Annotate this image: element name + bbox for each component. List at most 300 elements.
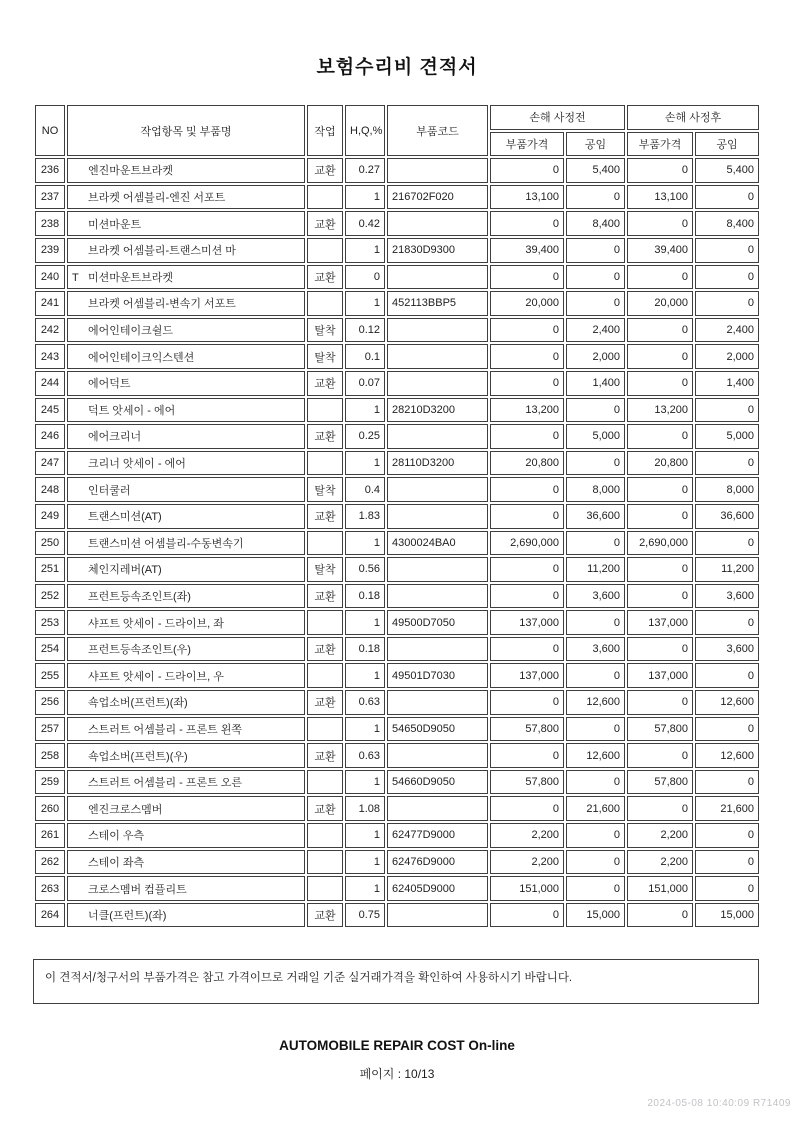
- row-part-price-before: 137,000: [490, 610, 564, 635]
- row-part-price-after: 2,200: [627, 850, 693, 875]
- row-labor-before: 5,000: [566, 424, 625, 449]
- row-labor-after: 0: [695, 850, 759, 875]
- row-hq-value: 0.12: [345, 318, 385, 343]
- row-part-price-after: 13,200: [627, 398, 693, 423]
- row-name-text: 스트러트 어셈블리 - 프론트 왼쪽: [88, 723, 243, 736]
- row-hq-value: 0.4: [345, 477, 385, 502]
- row-part-price-before: 0: [490, 743, 564, 768]
- header-labor-after: 공임: [695, 132, 759, 157]
- row-item-name: [67, 344, 305, 369]
- table-row: [35, 876, 759, 901]
- table-row: [35, 690, 759, 715]
- row-labor-after: 5,000: [695, 424, 759, 449]
- row-name-text: 트랜스미션(AT): [88, 511, 162, 524]
- row-part-price-after: 0: [627, 903, 693, 928]
- table-row: [35, 531, 759, 556]
- row-item-name: [67, 424, 305, 449]
- row-labor-after: 12,600: [695, 690, 759, 715]
- row-part-price-after: 0: [627, 265, 693, 290]
- row-no: 241: [35, 291, 65, 316]
- row-labor-before: 0: [566, 451, 625, 476]
- row-part-price-after: 151,000: [627, 876, 693, 901]
- row-part-price-after: 20,800: [627, 451, 693, 476]
- row-hq-value: 0.25: [345, 424, 385, 449]
- table-row: [35, 344, 759, 369]
- row-work-type: 교환: [307, 504, 343, 529]
- row-labor-before: 0: [566, 531, 625, 556]
- row-labor-after: 0: [695, 876, 759, 901]
- row-labor-after: 0: [695, 291, 759, 316]
- row-hq-value: 0.18: [345, 584, 385, 609]
- row-no: 252: [35, 584, 65, 609]
- row-labor-after: 0: [695, 265, 759, 290]
- row-item-name: [67, 371, 305, 396]
- row-work-type: [307, 663, 343, 688]
- row-labor-after: 0: [695, 531, 759, 556]
- row-item-name: [67, 876, 305, 901]
- row-work-type: 교환: [307, 424, 343, 449]
- row-name-text: 덕트 앗세이 - 에어: [88, 404, 176, 417]
- row-hq-value: 0: [345, 265, 385, 290]
- row-part-price-before: 57,800: [490, 770, 564, 795]
- row-labor-before: 0: [566, 238, 625, 263]
- row-work-type: 교환: [307, 796, 343, 821]
- row-work-type: 교환: [307, 211, 343, 236]
- row-part-price-after: 0: [627, 344, 693, 369]
- page-number: 페이지 : 10/13: [359, 1067, 435, 1081]
- row-part-price-after: 137,000: [627, 663, 693, 688]
- row-item-name: [67, 637, 305, 662]
- row-no: 237: [35, 185, 65, 210]
- row-part-code: [387, 743, 488, 768]
- row-part-price-before: 2,200: [490, 823, 564, 848]
- row-work-type: [307, 610, 343, 635]
- row-labor-before: 0: [566, 185, 625, 210]
- row-hq-value: 0.07: [345, 371, 385, 396]
- row-part-price-after: 57,800: [627, 717, 693, 742]
- row-part-price-after: 57,800: [627, 770, 693, 795]
- row-part-price-after: 0: [627, 504, 693, 529]
- row-labor-before: 11,200: [566, 557, 625, 582]
- row-part-code: [387, 477, 488, 502]
- row-labor-before: 0: [566, 850, 625, 875]
- row-labor-before: 0: [566, 717, 625, 742]
- row-hq-value: 1: [345, 823, 385, 848]
- table-row: [35, 424, 759, 449]
- row-no: 247: [35, 451, 65, 476]
- row-labor-before: 3,600: [566, 584, 625, 609]
- row-item-name: [67, 291, 305, 316]
- row-labor-before: 5,400: [566, 158, 625, 183]
- row-hq-value: 1: [345, 876, 385, 901]
- row-no: 251: [35, 557, 65, 582]
- row-work-type: [307, 185, 343, 210]
- row-no: 262: [35, 850, 65, 875]
- row-hq-value: 0.75: [345, 903, 385, 928]
- row-work-type: [307, 850, 343, 875]
- row-work-type: 탈착: [307, 557, 343, 582]
- table-body: [35, 158, 759, 927]
- row-work-type: 교환: [307, 265, 343, 290]
- row-prefix: T: [72, 271, 79, 284]
- row-item-name: [67, 185, 305, 210]
- row-part-price-before: 39,400: [490, 238, 564, 263]
- row-work-type: 교환: [307, 637, 343, 662]
- row-part-price-before: 20,000: [490, 291, 564, 316]
- row-no: 257: [35, 717, 65, 742]
- table-row: [35, 185, 759, 210]
- timestamp-watermark: 2024-05-08 10:40:09 R71409: [647, 1098, 791, 1109]
- row-part-price-after: 0: [627, 424, 693, 449]
- row-work-type: 탈착: [307, 477, 343, 502]
- row-no: 256: [35, 690, 65, 715]
- row-labor-before: 2,000: [566, 344, 625, 369]
- row-item-name: [67, 823, 305, 848]
- row-labor-after: 11,200: [695, 557, 759, 582]
- row-work-type: 교환: [307, 158, 343, 183]
- row-item-name: [67, 211, 305, 236]
- row-part-price-before: 0: [490, 637, 564, 662]
- table-row: [35, 211, 759, 236]
- row-labor-before: 0: [566, 770, 625, 795]
- row-labor-after: 1,400: [695, 371, 759, 396]
- row-labor-before: 0: [566, 876, 625, 901]
- row-item-name: [67, 850, 305, 875]
- row-part-price-after: 39,400: [627, 238, 693, 263]
- row-labor-before: 12,600: [566, 690, 625, 715]
- row-part-code: [387, 584, 488, 609]
- row-name-text: 에어크리너: [88, 431, 142, 444]
- row-part-code: [387, 690, 488, 715]
- table-row: [35, 823, 759, 848]
- row-no: 264: [35, 903, 65, 928]
- row-item-name: [67, 318, 305, 343]
- row-labor-after: 2,400: [695, 318, 759, 343]
- row-part-price-before: 151,000: [490, 876, 564, 901]
- row-item-name: [67, 238, 305, 263]
- row-hq-value: 0.1: [345, 344, 385, 369]
- row-part-code: [387, 265, 488, 290]
- row-name-text: 샤프트 앗세이 - 드라이브, 우: [88, 670, 224, 683]
- row-name-text: 쇽업소버(프런트)(우): [88, 750, 188, 763]
- row-part-code: 54650D9050: [387, 717, 488, 742]
- row-part-price-before: 0: [490, 265, 564, 290]
- row-work-type: [307, 238, 343, 263]
- row-name-text: 에어인테이크쉴드: [88, 325, 174, 338]
- row-hq-value: 1: [345, 238, 385, 263]
- row-name-text: 트랜스미션 어셈블리-수동변속기: [88, 537, 244, 550]
- row-name-text: 에어인테이크익스텐션: [88, 351, 195, 364]
- row-hq-value: 1: [345, 850, 385, 875]
- row-part-price-after: 2,200: [627, 823, 693, 848]
- table-row: [35, 158, 759, 183]
- row-part-price-before: 20,800: [490, 451, 564, 476]
- row-item-name: [67, 158, 305, 183]
- row-work-type: [307, 876, 343, 901]
- row-part-price-after: 137,000: [627, 610, 693, 635]
- row-work-type: [307, 717, 343, 742]
- table-row: [35, 371, 759, 396]
- row-part-code: 62477D9000: [387, 823, 488, 848]
- row-part-price-after: 0: [627, 690, 693, 715]
- row-part-code: 4300024BA0: [387, 531, 488, 556]
- notice-box: [33, 959, 759, 1004]
- row-hq-value: 1: [345, 663, 385, 688]
- row-item-name: [67, 477, 305, 502]
- row-name-text: 크로스멤버 컴플리트: [88, 883, 187, 896]
- row-name-text: 에어덕트: [88, 378, 131, 391]
- table-row: [35, 584, 759, 609]
- row-part-code: 452113BBP5: [387, 291, 488, 316]
- header-no: NO: [35, 105, 65, 156]
- table-row: [35, 318, 759, 343]
- row-labor-after: 0: [695, 823, 759, 848]
- row-item-name: [67, 903, 305, 928]
- row-part-price-after: 0: [627, 211, 693, 236]
- row-labor-before: 21,600: [566, 796, 625, 821]
- row-item-name: [67, 690, 305, 715]
- row-part-code: 62405D9000: [387, 876, 488, 901]
- row-hq-value: 1: [345, 185, 385, 210]
- row-item-name: [67, 610, 305, 635]
- row-item-name: [67, 531, 305, 556]
- row-part-code: [387, 344, 488, 369]
- row-name-text: 크리너 앗세이 - 에어: [88, 458, 186, 471]
- row-no: 258: [35, 743, 65, 768]
- row-name-text: 체인지레버(AT): [88, 564, 162, 577]
- row-part-code: [387, 796, 488, 821]
- row-part-price-before: 0: [490, 344, 564, 369]
- row-work-type: [307, 770, 343, 795]
- row-no: 253: [35, 610, 65, 635]
- table-row: [35, 610, 759, 635]
- row-no: 242: [35, 318, 65, 343]
- row-work-type: 탈착: [307, 344, 343, 369]
- row-part-price-before: 0: [490, 371, 564, 396]
- row-part-code: [387, 211, 488, 236]
- row-part-price-before: 0: [490, 211, 564, 236]
- row-part-code: [387, 424, 488, 449]
- row-labor-after: 0: [695, 663, 759, 688]
- row-name-text: 엔진마운트브라켓: [88, 165, 174, 178]
- row-part-price-after: 0: [627, 158, 693, 183]
- row-part-code: 21830D9300: [387, 238, 488, 263]
- row-part-price-before: 0: [490, 584, 564, 609]
- row-name-text: 프런트등속조인트(좌): [88, 590, 191, 603]
- table-row: [35, 291, 759, 316]
- row-hq-value: 0.18: [345, 637, 385, 662]
- row-part-code: 62476D9000: [387, 850, 488, 875]
- row-part-price-after: 0: [627, 371, 693, 396]
- row-hq-value: 1.08: [345, 796, 385, 821]
- row-name-text: 쇽업소버(프런트)(좌): [88, 697, 188, 710]
- row-labor-after: 3,600: [695, 637, 759, 662]
- row-name-text: 스테이 우측: [88, 830, 145, 843]
- row-part-price-before: 0: [490, 557, 564, 582]
- row-part-price-after: 0: [627, 477, 693, 502]
- row-part-price-before: 0: [490, 690, 564, 715]
- row-no: 243: [35, 344, 65, 369]
- row-name-text: 너클(프런트)(좌): [88, 910, 167, 923]
- row-item-name: [67, 265, 305, 290]
- row-item-name: [67, 717, 305, 742]
- row-no: 249: [35, 504, 65, 529]
- row-no: 248: [35, 477, 65, 502]
- row-part-code: [387, 637, 488, 662]
- row-hq-value: 1: [345, 291, 385, 316]
- table-row: [35, 796, 759, 821]
- row-work-type: 교환: [307, 371, 343, 396]
- row-work-type: [307, 823, 343, 848]
- row-name-text: 스트러트 어셈블리 - 프론트 오른: [88, 777, 243, 790]
- row-labor-after: 2,000: [695, 344, 759, 369]
- table-row: [35, 663, 759, 688]
- row-part-code: 49500D7050: [387, 610, 488, 635]
- table-row: [35, 850, 759, 875]
- row-labor-before: 36,600: [566, 504, 625, 529]
- row-item-name: [67, 398, 305, 423]
- row-part-price-after: 0: [627, 557, 693, 582]
- header-labor-before: 공임: [566, 132, 625, 157]
- row-labor-before: 0: [566, 823, 625, 848]
- row-labor-after: 0: [695, 717, 759, 742]
- header-item-name: 작업항목 및 부품명: [67, 105, 305, 156]
- row-labor-before: 12,600: [566, 743, 625, 768]
- row-name-text: 스테이 좌측: [88, 856, 145, 869]
- row-name-text: 브라켓 어셈블리-트랜스미션 마: [88, 245, 236, 258]
- row-labor-after: 21,600: [695, 796, 759, 821]
- row-part-price-before: 0: [490, 504, 564, 529]
- row-no: 259: [35, 770, 65, 795]
- row-hq-value: 1: [345, 398, 385, 423]
- row-labor-before: 8,000: [566, 477, 625, 502]
- row-no: 263: [35, 876, 65, 901]
- row-work-type: 교환: [307, 690, 343, 715]
- row-part-price-before: 57,800: [490, 717, 564, 742]
- row-hq-value: 1: [345, 610, 385, 635]
- header-hq: H,Q,%: [345, 105, 385, 156]
- table-row: [35, 504, 759, 529]
- row-part-price-before: 2,690,000: [490, 531, 564, 556]
- row-work-type: [307, 291, 343, 316]
- row-work-type: [307, 531, 343, 556]
- row-labor-before: 0: [566, 663, 625, 688]
- row-hq-value: 0.27: [345, 158, 385, 183]
- header-part-price-after: 부품가격: [627, 132, 693, 157]
- row-part-code: 49501D7030: [387, 663, 488, 688]
- row-hq-value: 0.42: [345, 211, 385, 236]
- row-labor-after: 5,400: [695, 158, 759, 183]
- header-part-price-before: 부품가격: [490, 132, 564, 157]
- row-name-text: 프런트등속조인트(우): [88, 644, 191, 657]
- row-hq-value: 0.63: [345, 743, 385, 768]
- row-labor-after: 36,600: [695, 504, 759, 529]
- row-hq-value: 1: [345, 451, 385, 476]
- row-labor-after: 15,000: [695, 903, 759, 928]
- row-work-type: 교환: [307, 584, 343, 609]
- row-part-price-after: 13,100: [627, 185, 693, 210]
- row-labor-after: 8,000: [695, 477, 759, 502]
- row-part-code: [387, 504, 488, 529]
- row-labor-before: 3,600: [566, 637, 625, 662]
- header-work: 작업: [307, 105, 343, 156]
- row-item-name: [67, 557, 305, 582]
- row-name-text: 브라켓 어셈블리-엔진 서포트: [88, 192, 226, 205]
- table-row: [35, 770, 759, 795]
- row-name-text: 미션마운트: [88, 218, 142, 231]
- row-hq-value: 1.83: [345, 504, 385, 529]
- row-part-price-before: 0: [490, 424, 564, 449]
- row-part-price-before: 2,200: [490, 850, 564, 875]
- row-no: 238: [35, 211, 65, 236]
- row-part-price-before: 13,200: [490, 398, 564, 423]
- row-labor-after: 8,400: [695, 211, 759, 236]
- row-labor-after: 0: [695, 770, 759, 795]
- row-labor-after: 0: [695, 185, 759, 210]
- row-work-type: 탈착: [307, 318, 343, 343]
- row-part-code: 54660D9050: [387, 770, 488, 795]
- row-part-code: 28110D3200: [387, 451, 488, 476]
- row-no: 244: [35, 371, 65, 396]
- row-part-code: [387, 371, 488, 396]
- row-no: 260: [35, 796, 65, 821]
- row-no: 261: [35, 823, 65, 848]
- row-labor-before: 0: [566, 610, 625, 635]
- row-part-price-before: 137,000: [490, 663, 564, 688]
- row-item-name: [67, 663, 305, 688]
- row-labor-before: 2,400: [566, 318, 625, 343]
- row-part-price-before: 0: [490, 903, 564, 928]
- row-part-price-before: 0: [490, 477, 564, 502]
- table-row: [35, 717, 759, 742]
- row-item-name: [67, 451, 305, 476]
- row-part-code: [387, 318, 488, 343]
- notice-text: 이 견적서/청구서의 부품가격은 참고 가격이므로 거래일 기준 실거래가격을 확인하여 사용하시기 바랍니다.: [45, 972, 573, 984]
- row-part-price-after: 0: [627, 637, 693, 662]
- row-no: 255: [35, 663, 65, 688]
- row-work-type: [307, 398, 343, 423]
- repair-estimate-table: [33, 103, 761, 929]
- row-part-code: 216702F020: [387, 185, 488, 210]
- row-part-price-after: 2,690,000: [627, 531, 693, 556]
- table-row: [35, 477, 759, 502]
- row-work-type: [307, 451, 343, 476]
- row-hq-value: 1: [345, 531, 385, 556]
- row-part-code: 28210D3200: [387, 398, 488, 423]
- row-no: 246: [35, 424, 65, 449]
- row-name-text: 브라켓 어셈블리-변속기 서포트: [88, 298, 236, 311]
- row-labor-after: 3,600: [695, 584, 759, 609]
- row-name-text: 샤프트 앗세이 - 드라이브, 좌: [88, 617, 224, 630]
- row-part-price-before: 0: [490, 318, 564, 343]
- row-name-text: 미션마운트브라켓: [88, 271, 174, 284]
- row-item-name: [67, 770, 305, 795]
- page-title: 보험수리비 견적서: [316, 57, 478, 78]
- row-labor-before: 8,400: [566, 211, 625, 236]
- row-item-name: [67, 796, 305, 821]
- row-labor-before: 15,000: [566, 903, 625, 928]
- table-row: [35, 265, 759, 290]
- row-item-name: [67, 504, 305, 529]
- row-part-price-before: 13,100: [490, 185, 564, 210]
- row-part-price-after: 0: [627, 584, 693, 609]
- row-labor-after: 0: [695, 610, 759, 635]
- row-no: 239: [35, 238, 65, 263]
- row-labor-before: 0: [566, 291, 625, 316]
- row-item-name: [67, 743, 305, 768]
- header-part-code: 부품코드: [387, 105, 488, 156]
- row-no: 240: [35, 265, 65, 290]
